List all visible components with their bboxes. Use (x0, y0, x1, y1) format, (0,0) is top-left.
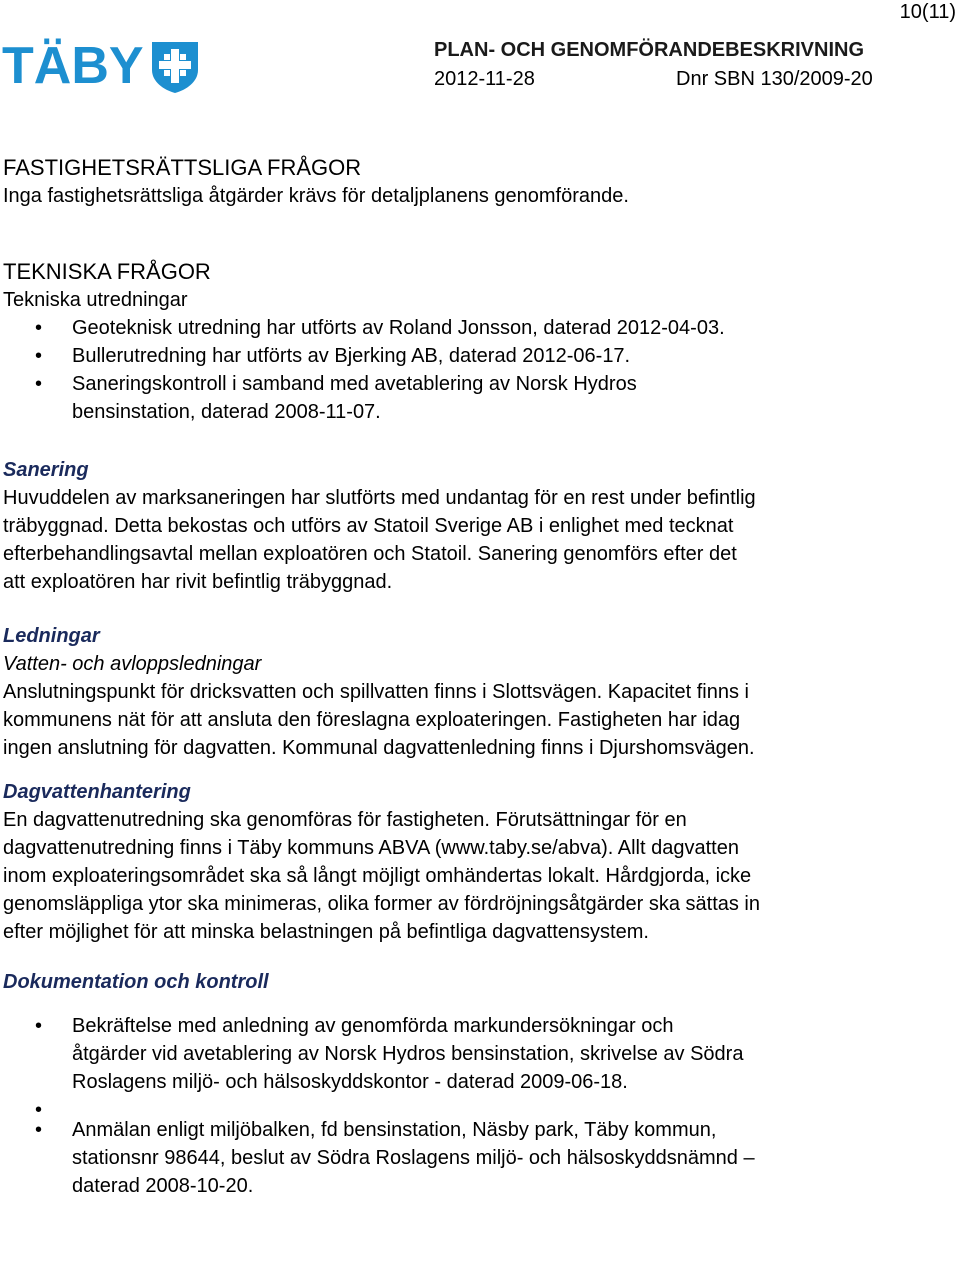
list-item: • Geoteknisk utredning har utförts av Roland Jonsson, daterad 2012-04-03. (3, 314, 943, 342)
fastighet-text: Inga fastighetsrättsliga åtgärder krävs för detaljplanens genomförande. (3, 185, 629, 207)
tekniska-list (3, 314, 943, 426)
page-number: 10(11) (899, 1, 956, 23)
heading-tekniska-fragor: TEKNISKA FRÅGOR (3, 259, 211, 284)
heading-dokumentation: Dokumentation och kontroll (3, 971, 269, 993)
heading-sanering: Sanering (3, 459, 89, 481)
dagvatten-text: En dagvattenutredning ska genomföras för fastigheten. Förutsättningar för en dagvattenutredning finns i Täby kommuns ABVA (www.taby.se/abva). Allt dagvatten inom exploateringsområdet ska så långt möjligt omhändertas lokalt. Hårdgjorda, icke genomsläppliga ytor ska minimeras, olika former av fördröjningsåtgärder ska sättas in efter möjlighet för att minska belastningen på befintliga dagvattensystem. (3, 809, 761, 943)
subheading-vatten-avlopp: Vatten- och avloppsledningar (3, 653, 262, 675)
heading-fastighetsrattsliga: FASTIGHETSRÄTTSLIGA FRÅGOR (3, 155, 362, 180)
subheading-tekniska-utredningar: Tekniska utredningar (3, 289, 188, 311)
ledningar-text: Anslutningspunkt för dricksvatten och spillvatten finns i Slottsvägen. Kapacitet finns i kommunens nät för att ansluta den föreslagna exploateringen. Fastigheten har idag ingen anslutning för dagvatten. Kommunal dagvattenledning finns i Djurshomsvägen. (3, 681, 755, 759)
document-title: PLAN- OCH GENOMFÖRANDEBESKRIVNING (434, 39, 865, 61)
shield-cross-icon (150, 40, 200, 94)
heading-ledningar: Ledningar (3, 625, 100, 647)
heading-dagvattenhantering: Dagvattenhantering (3, 781, 191, 803)
list-item: • Bullerutredning har utförts av Bjerking AB, daterad 2012-06-17. (3, 342, 943, 370)
taby-logo (2, 38, 202, 94)
sanering-text: Huvuddelen av marksaneringen har slutförts med undantag för en rest under befintlig träbyggnad. Detta bekostas och utförs av Statoil Sverige AB i enlighet med tecknat efterbehandlingsavtal mellan exploatören och Statoil. Sanering genomförs efter det att exploatören har rivit befintlig träbyggnad. (3, 487, 756, 593)
list-item: • Anmälan enligt miljöbalken, fd bensinstation, Näsby park, Täby kommun, stationsnr 98644, beslut av Södra Roslagens miljö- och hälsoskyddsnämnd – daterad 2008-10-20. (3, 1116, 772, 1200)
dokumentation-list (3, 1012, 943, 1200)
document-dnr: Dnr SBN 130/2009-20 (676, 68, 873, 90)
document-body (3, 154, 943, 1200)
logo-text: TÄBY (2, 37, 144, 95)
document-date: 2012-11-28 (434, 68, 535, 90)
list-item: • Saneringskontroll i samband med avetablering av Norsk Hydros bensinstation, daterad 2008-11-07. (3, 370, 692, 426)
list-item: • Bekräftelse med anledning av genomförda markundersökningar och åtgärder vid avetablering av Norsk Hydros bensinstation, skrivelse av Södra Roslagens miljö- och hälsoskyddskontor - daterad 2009-06-18. (3, 1012, 752, 1096)
